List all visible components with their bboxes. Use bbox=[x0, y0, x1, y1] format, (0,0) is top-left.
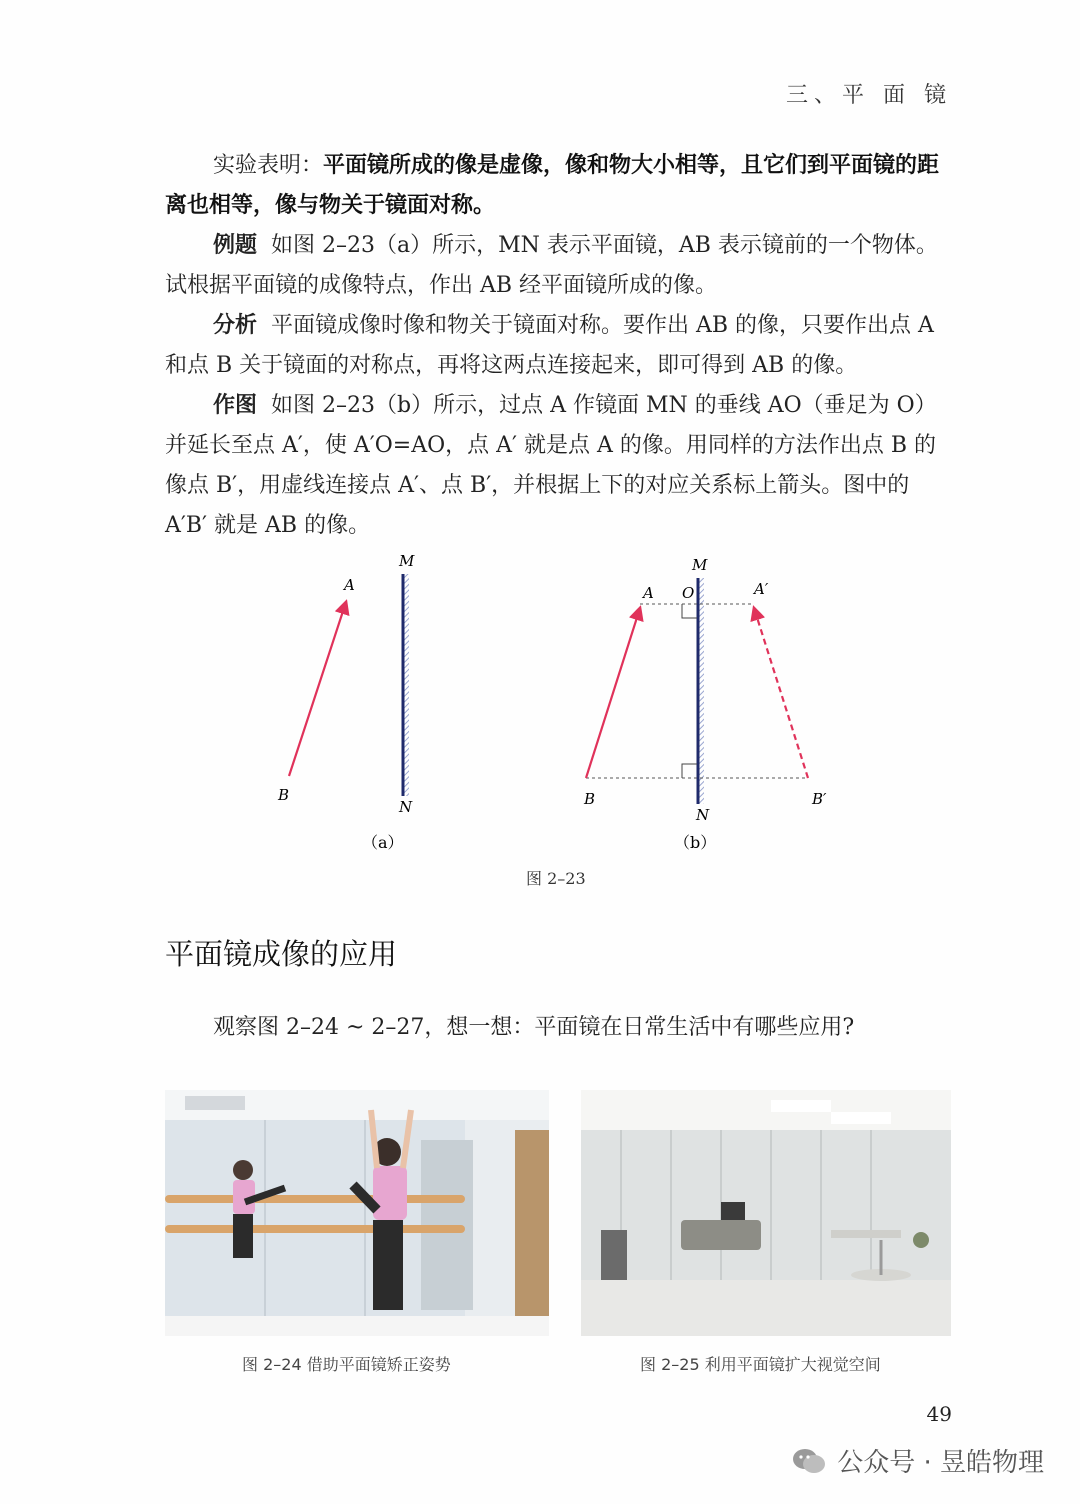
conclusion-paragraph bbox=[165, 146, 950, 226]
conclusion-lead: 实验表明： bbox=[213, 153, 324, 178]
photo-ballet-caption: 图 2–24 借助平面镜矫正姿势 bbox=[242, 1355, 451, 1374]
label-B-b: B bbox=[584, 790, 596, 808]
figure-b bbox=[583, 556, 827, 852]
right-angle-bottom bbox=[682, 764, 697, 778]
figure-2-23-diagram bbox=[0, 540, 1080, 900]
watermark bbox=[791, 1442, 1044, 1479]
label-A-prime-b: A′ bbox=[754, 580, 769, 598]
label-M-b: M bbox=[692, 556, 708, 574]
label-A-a: A bbox=[344, 576, 355, 594]
analysis-text: 平面镜成像时像和物关于镜面对称。要作出 AB 的像，只要作出点 A 和点 B 关于镜面的对称点，再将这两点连接起来，即可得到 AB 的像。 bbox=[165, 313, 934, 378]
analysis-paragraph bbox=[165, 306, 950, 386]
mirror-hatch-b bbox=[699, 578, 704, 804]
label-M-a: M bbox=[399, 552, 415, 570]
label-O-b: O bbox=[682, 584, 695, 602]
photo-mirror-room bbox=[581, 1090, 951, 1336]
construction-paragraph bbox=[165, 386, 950, 546]
image-arrow-b bbox=[754, 608, 808, 778]
mirror-hatch-a bbox=[404, 574, 409, 796]
watermark-text: 公众号 · 昱皓物理 bbox=[837, 1448, 1044, 1478]
label-N-a: N bbox=[399, 798, 413, 816]
figure-caption: 图 2–23 bbox=[526, 869, 586, 888]
photo-room-illustration bbox=[581, 1090, 951, 1336]
caption-a: （a） bbox=[362, 833, 404, 852]
label-A-b: A bbox=[643, 584, 654, 602]
wechat-icon bbox=[791, 1446, 827, 1476]
label-B-prime-b: B′ bbox=[812, 790, 827, 808]
analysis-label: 分析 bbox=[213, 313, 258, 338]
example-paragraph bbox=[165, 226, 950, 306]
example-text: 如图 2–23（a）所示，MN 表示平面镜，AB 表示镜前的一个物体。试根据平面镜的成像特点，作出 AB 经平面镜所成的像。 bbox=[165, 233, 938, 298]
construction-label: 作图 bbox=[213, 393, 258, 418]
photo-room-caption: 图 2–25 利用平面镜扩大视觉空间 bbox=[640, 1355, 881, 1374]
page-number: 49 bbox=[926, 1402, 952, 1426]
running-header: 三、平 面 镜 bbox=[786, 83, 952, 108]
figure-a bbox=[277, 552, 415, 852]
example-label: 例题 bbox=[213, 233, 258, 258]
section-title: 平面镜成像的应用 bbox=[165, 937, 398, 971]
conclusion-text: 平面镜所成的像是虚像，像和物大小相等，且它们到平面镜的距离也相等，像与物关于镜面对称。 bbox=[165, 153, 940, 218]
figure-2-23 bbox=[0, 540, 1080, 900]
construction-text: 如图 2–23（b）所示，过点 A 作镜面 MN 的垂线 AO（垂足为 O）并延长至点 A′，使 A′O=AO，点 A′ 就是点 A 的像。用同样的方法作出点 B 的像点 B′，用虚线连接点 A′、点 B′，并根据上下的对应关系标上箭头。图中的 A′B′ 就是 AB 的像。 bbox=[165, 393, 937, 538]
label-B-a: B bbox=[278, 786, 290, 804]
observe-paragraph: 观察图 2–24 ~ 2–27，想一想：平面镜在日常生活中有哪些应用? bbox=[213, 1015, 855, 1040]
label-N-b: N bbox=[696, 806, 710, 824]
caption-b: （b） bbox=[674, 833, 717, 852]
right-angle-top bbox=[682, 604, 697, 618]
object-arrow-a bbox=[289, 602, 346, 776]
photo-ballet-mirror bbox=[165, 1090, 549, 1336]
photo-ballet-illustration bbox=[165, 1090, 549, 1336]
object-arrow-b bbox=[586, 608, 640, 778]
